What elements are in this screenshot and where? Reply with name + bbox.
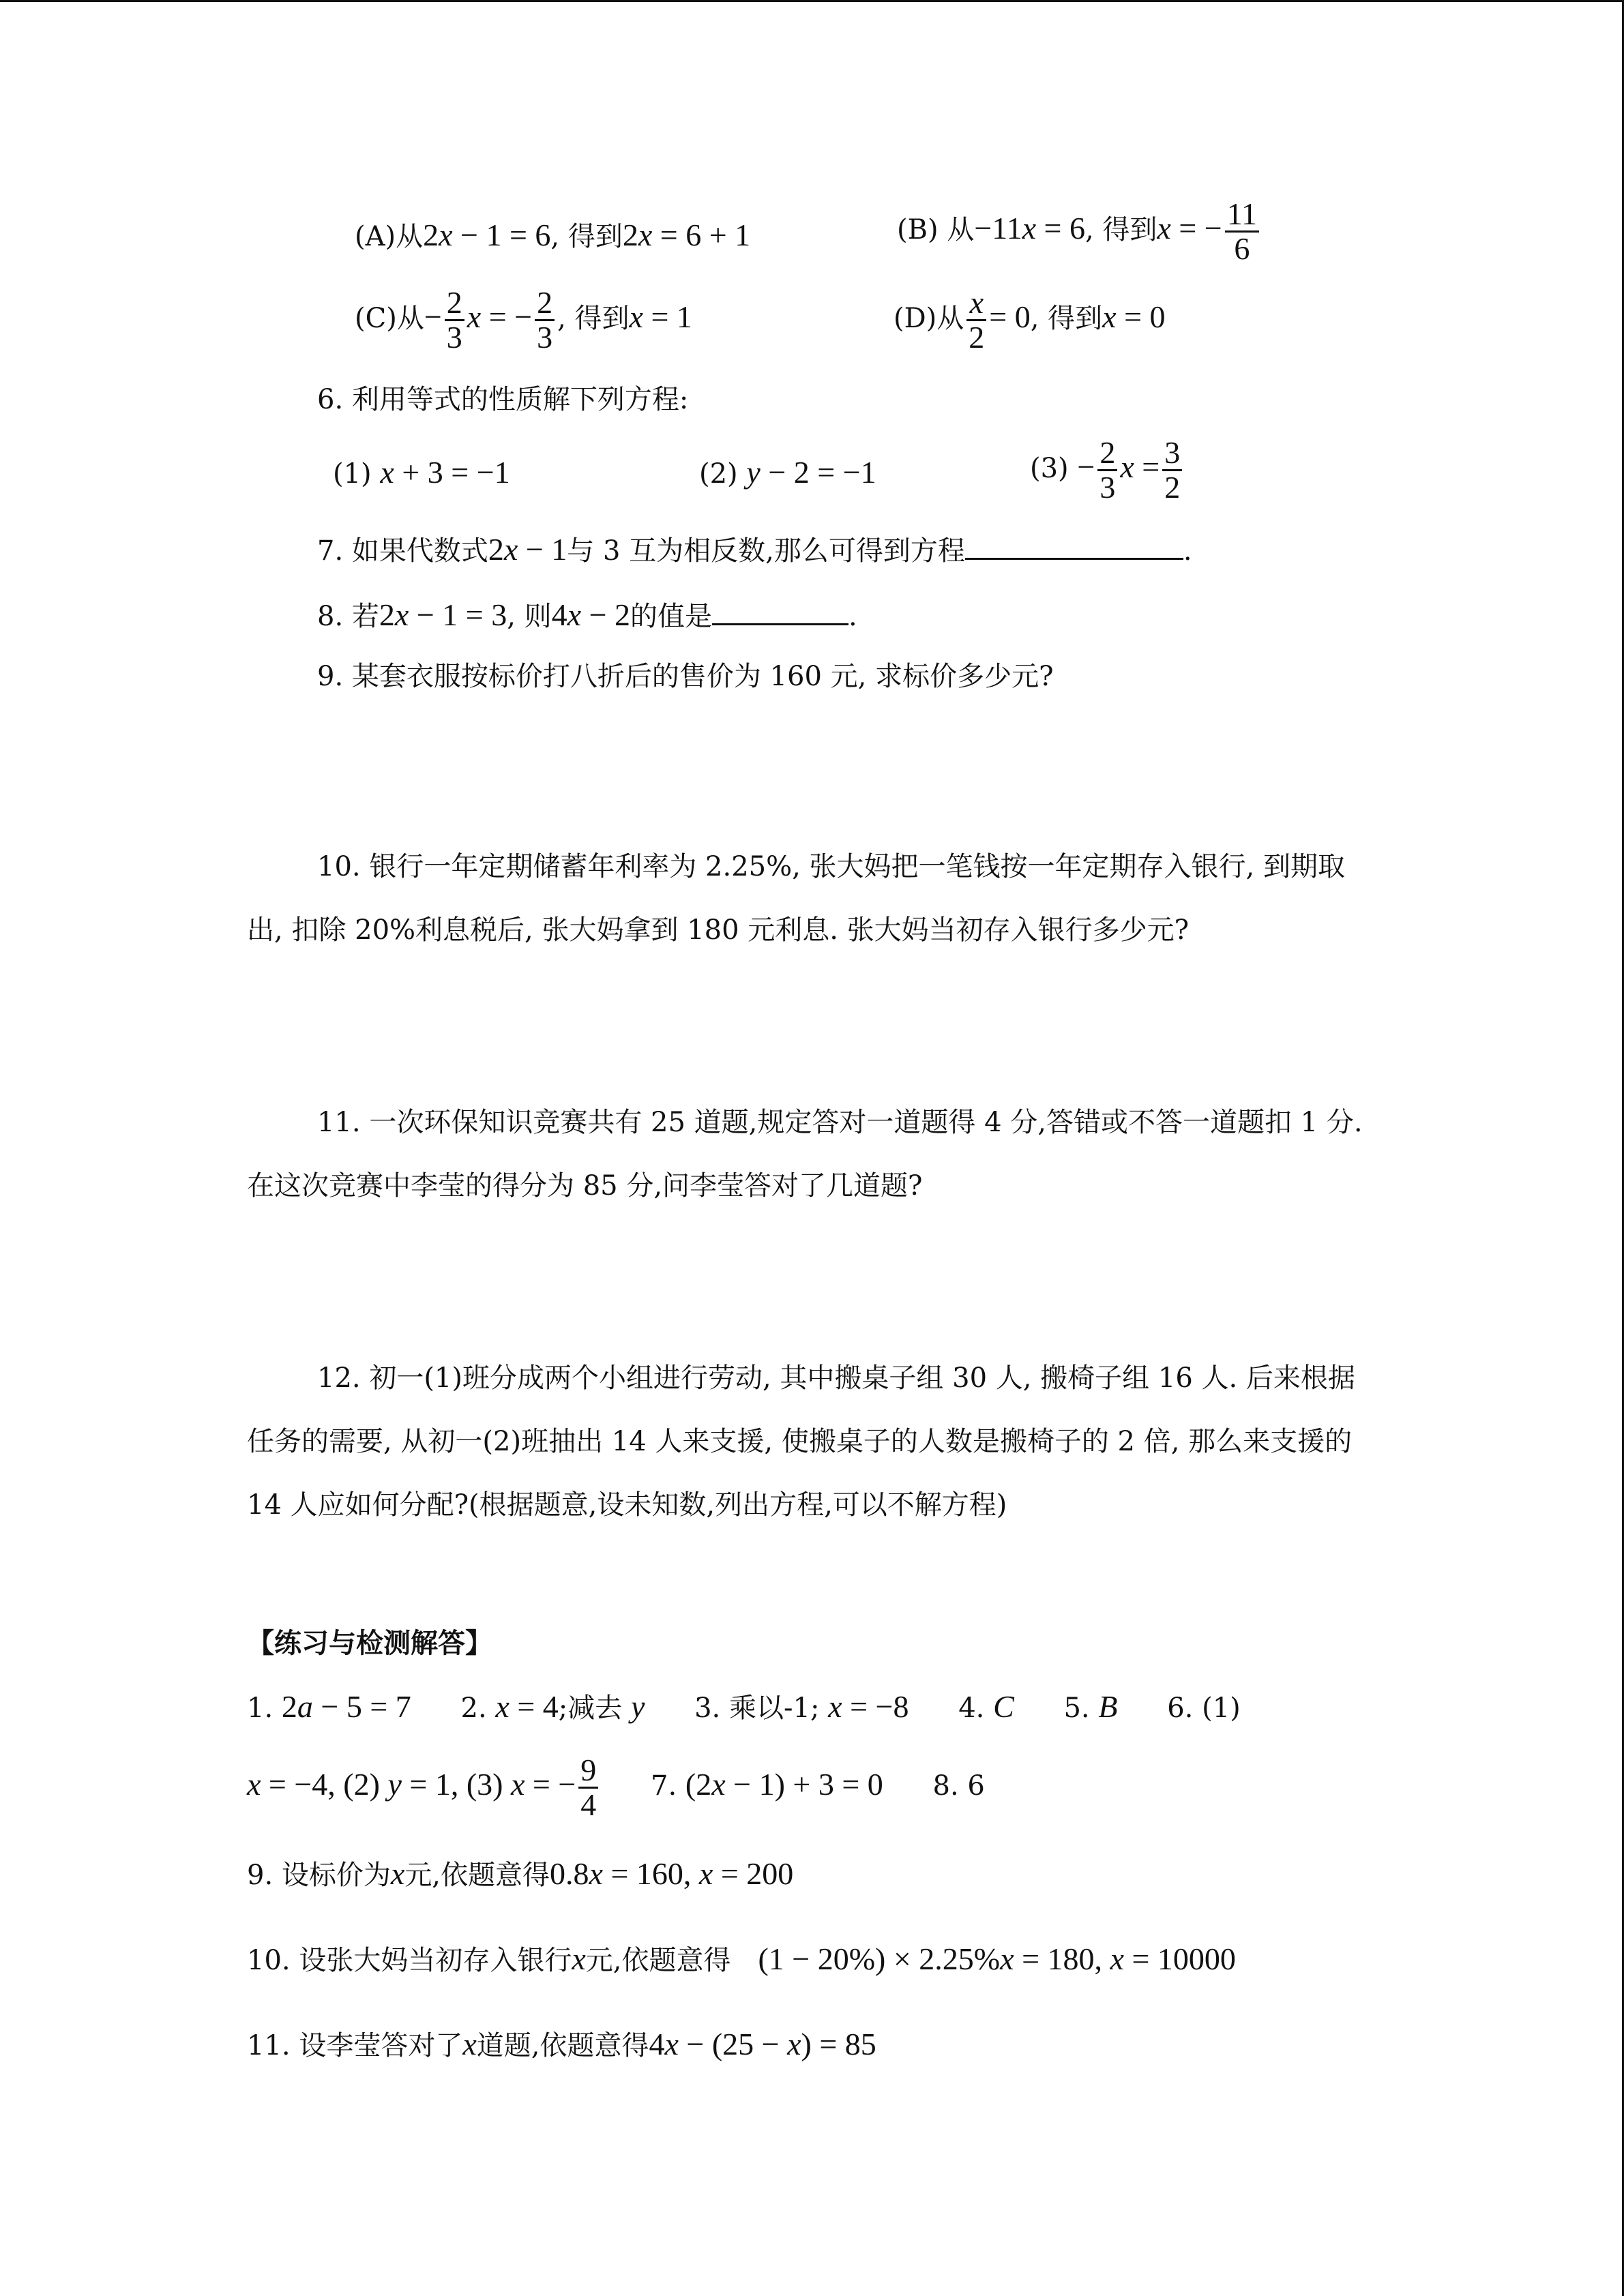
fraction-2-3: $\frac{2}{3}$ (445, 286, 464, 355)
fraction-11-6: $\frac{11}{6}$ (1225, 198, 1259, 266)
q9-text: 9. 某套衣服按标价打八折后的售价为 160 元, 求标价多少元? (317, 661, 1054, 692)
q10-text: 10. 银行一年定期储蓄年利率为 2.25%, 张大妈把一笔钱按一年定期存入银行, 到期取出, 扣除 20%利息税后, 张大妈拿到 180 元利息. 张大妈当初存入银行多少元? (247, 851, 1345, 946)
q6-text: 6. 利用等式的性质解下列方程: (317, 384, 689, 415)
q5-option-c: (C)从− $\frac{2}{3}$ x = − $\frac{2}{3}$ , 得到x = 1 (355, 285, 692, 355)
answer-blank (965, 533, 1183, 560)
fraction-3-2: $\frac{3}{2}$ (1162, 436, 1182, 505)
fraction-2-3: $\frac{2}{3}$ (535, 286, 555, 355)
q8-line: 8. 若2x − 1 = 3, 则4x − 2的值是 . (317, 597, 857, 632)
q5-option-b: (B) 从−11x = 6, 得到x = − $\frac{11}{6}$ (897, 198, 1262, 266)
q6-part-2: (2) y − 2 = −1 (699, 455, 876, 490)
q5-option-a: (A)从2x − 1 = 6, 得到2x = 6 + 1 (355, 218, 751, 252)
answers-line-10: 10. 设张大妈当初存入银行x元,依题意得 (1 − 20%) × 2.25%x = 180, x = 10000 (247, 1941, 1236, 1976)
answers-line-1: 1. 2a − 5 = 7 2. x = 4;减去 y 3. 乘以-1; x = −8 4. C 5. B 6. (1) (247, 1689, 1241, 1724)
answers-line-11: 11. 设李莹答对了x道题,依题意得4x − (25 − x) = 85 (247, 2027, 876, 2061)
q5-option-d: (D)从 $\frac{x}{2}$ = 0, 得到x = 0 (894, 285, 1166, 355)
answers-heading: 【练习与检测解答】 (247, 1628, 492, 1659)
q12-text: 12. 初一(1)班分成两个小组进行劳动, 其中搬桌子组 30 人, 搬椅子组 16 人. 后来根据任务的需要, 从初一(2)班抽出 14 人来支援, 使搬桌子的人数是搬椅子的 2 倍, 那么来支援的 14 人应如何分配?(根据题意,设未知数,列出方程,可以不解方程) (247, 1362, 1355, 1521)
answers-line-9: 9. 设标价为x元,依题意得0.8x = 160, x = 200 (247, 1856, 794, 1891)
q11-text: 11. 一次环保知识竞赛共有 25 道题,规定答对一道题得 4 分,答错或不答一道题扣 1 分.在这次竞赛中李莹的得分为 85 分,问李莹答对了几道题? (247, 1107, 1363, 1202)
answers-line-2: x = −4, (2) y = 1, (3) x = − $\frac{9}{4}$ 7. (2x − 1) + 3 = 0 8. 6 (247, 1753, 985, 1823)
q6-part-3: (3) − $\frac{2}{3}$ x = $\frac{3}{2}$ (1030, 436, 1185, 505)
page-top-border (0, 0, 1624, 2)
answer-blank (712, 599, 848, 625)
q7-line: 7. 如果代数式2x − 1与 3 互为相反数,那么可得到方程 . (317, 532, 1192, 567)
fraction-2-3: $\frac{2}{3}$ (1097, 436, 1117, 505)
fraction-x-2: $\frac{x}{2}$ (966, 286, 986, 355)
q6-part-1: (1) x + 3 = −1 (333, 455, 510, 490)
fraction-9-4: $\frac{9}{4}$ (578, 1754, 598, 1822)
